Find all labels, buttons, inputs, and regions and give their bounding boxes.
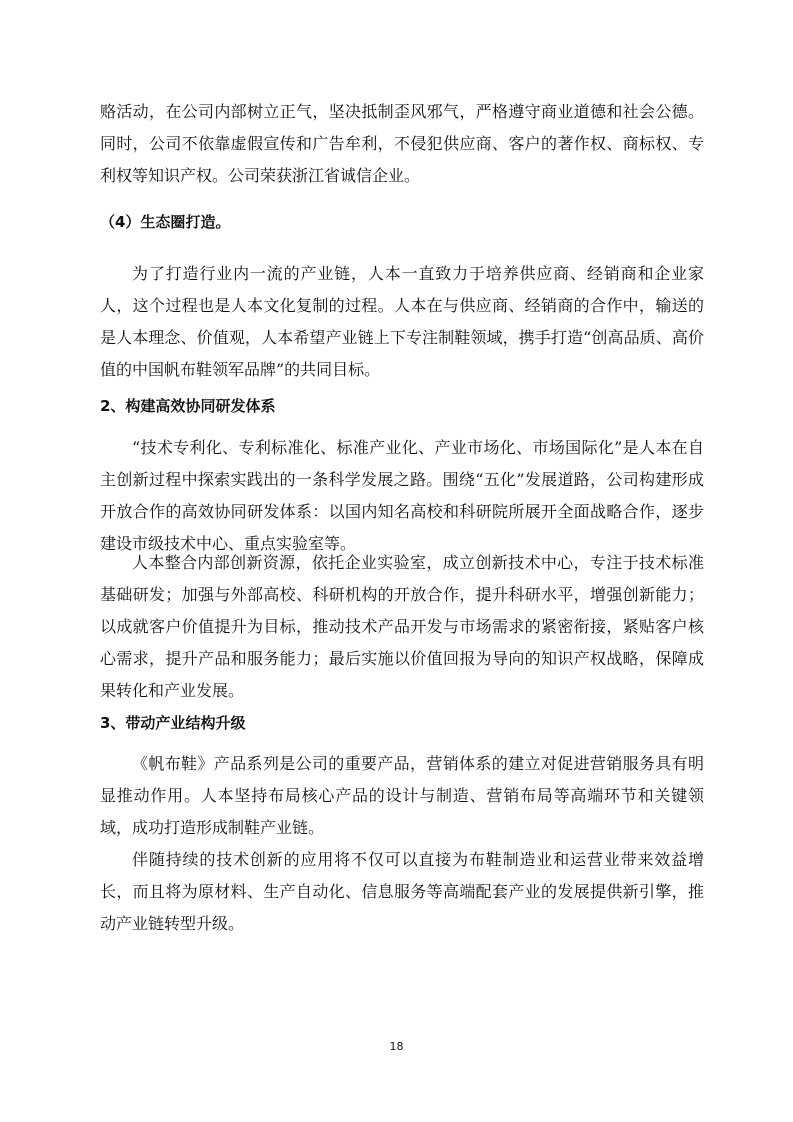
section-4-heading: （4）生态圈打造。 <box>100 213 231 231</box>
continued-paragraph: 赂活动，在公司内部树立正气，坚决抵制歪风邪气，严格遵守商业道德和社会公德。同时，公司不依靠虚假宣传和广告牟利，不侵犯供应商、客户的著作权、商标权、专利权等知识产权。公司荣获浙江省诚信企业。 <box>100 102 704 185</box>
section-2-heading: 2、构建高效协同研发体系 <box>100 397 276 415</box>
section-3-paragraph-1: 《帆布鞋》产品系列是公司的重要产品，营销体系的建立对促进营销服务具有明显推动作用。人本坚持布局核心产品的设计与制造、营销布局等高端环节和关键领域，成功打造形成制鞋产业链。 <box>100 754 704 837</box>
section-2-paragraph-1: “技术专利化、专利标准化、标准产业化、产业市场化、市场国际化”是人本在自主创新过程中探索实践出的一条科学发展之路。围绕“五化”发展道路，公司构建形成开放合作的高效协同研发体系：以国内知名高校和科研院所展开全面战略合作，逐步建设市级技术中心、重点实验室等。 <box>100 438 704 553</box>
section-3-paragraph-2: 伴随持续的技术创新的应用将不仅可以直接为布鞋制造业和运营业带来效益增长，而且将为原材料、生产自动化、信息服务等高端配套产业的发展提供新引擎，推动产业链转型升级。 <box>100 850 704 933</box>
section-4-paragraph-1: 为了打造行业内一流的产业链，人本一直致力于培养供应商、经销商和企业家人，这个过程也是人本文化复制的过程。人本在与供应商、经销商的合作中，输送的是人本理念、价值观，人本希望产业链上下专注制鞋领域，携手打造“创高品质、高价值的中国帆布鞋领军品牌”的共同目标。 <box>100 264 704 379</box>
section-2-paragraph-2: 人本整合内部创新资源，依托企业实验室，成立创新技术中心，专注于技术标准基础研发；加强与外部高校、科研机构的开放合作，提升科研水平，增强创新能力；以成就客户价值提升为目标，推动技术产品开发与市场需求的紧密衔接，紧贴客户核心需求，提升产品和服务能力；最后实施以价值回报为导向的知识产权战略，保障成果转化和产业发展。 <box>100 553 704 700</box>
section-3-heading: 3、带动产业结构升级 <box>100 714 246 732</box>
page-number: 18 <box>389 1040 404 1053</box>
